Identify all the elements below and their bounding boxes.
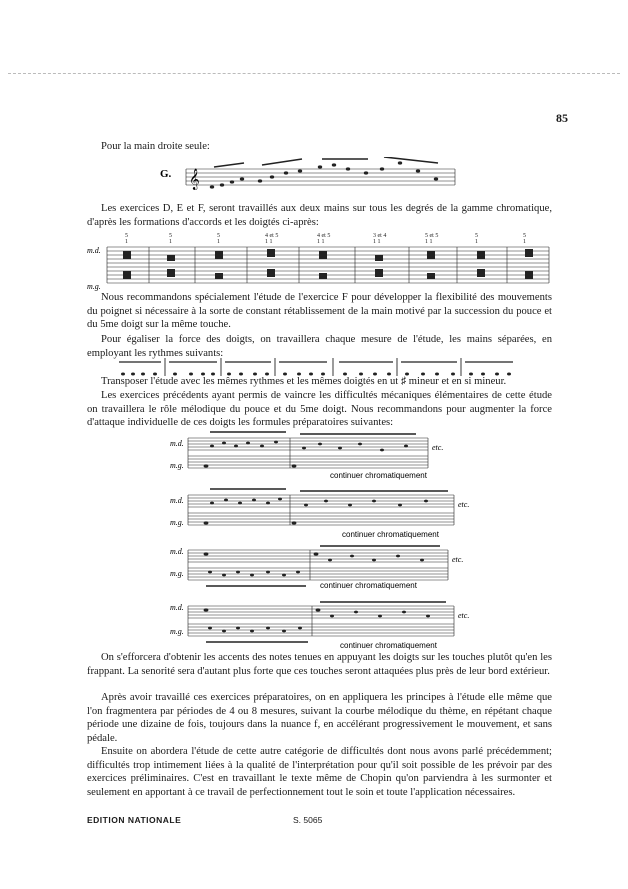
svg-text:1: 1 [217, 239, 220, 245]
svg-text:continuer chromatiquement: continuer chromatiquement [320, 581, 417, 590]
svg-text:1 1: 1 1 [317, 239, 325, 245]
hand-left-label: m.g. [87, 282, 101, 291]
preparatory-staff-3 [170, 542, 470, 596]
svg-text:m.d.: m.d. [170, 603, 184, 612]
svg-text:3 et 4: 3 et 4 [373, 233, 387, 239]
svg-text:4 et 5: 4 et 5 [317, 233, 331, 239]
svg-text:1 1: 1 1 [373, 239, 381, 245]
svg-text:𝄞: 𝄞 [189, 169, 200, 190]
svg-text:5: 5 [125, 233, 128, 239]
svg-text:5 et 5: 5 et 5 [425, 233, 439, 239]
top-rule [8, 73, 620, 74]
paragraph-exercises: Les exercices D, E et F, seront travaillés aux deux mains sur tous les degrés de la gamme chromatique, d'après les formations d'accords et les doigtés ci-après: [87, 203, 552, 228]
svg-text:1 1: 1 1 [265, 239, 273, 245]
paragraph-application: Après avoir travaillé ces exercices préparatoires, on en appliquera les principes à l'étude elle même que l'on fragmentera par périodes de 4 ou 8 mesures, suivant la courbe mélodique du thème, en répétant chaque période une dizaine de fois, toujours dans la nuance f, en accélérant progressivement le mouvement, et sans pédale. [87, 692, 552, 744]
footer-publisher: EDITION NATIONALE [87, 815, 182, 825]
svg-text:1: 1 [475, 239, 478, 245]
paragraph-thumb-fifth: Les exercices précédents ayant permis de vaincre les difficultés mécaniques élémentaires de cette étude on travaillera le rôle mélodique du pouce et du 5me doigt. Nous recommandons pour augmenter la force d'attaque individuelle de ces doigts les formules préparatoires suivantes: [87, 390, 552, 429]
intro-text: Pour la main droite seule: [101, 141, 210, 152]
svg-text:etc.: etc. [458, 611, 470, 620]
svg-text:1: 1 [523, 239, 526, 245]
svg-text:1: 1 [125, 239, 128, 245]
preparatory-staff-4 [170, 596, 470, 652]
paragraph-transpose: Transposer l'étude avec les mêmes rythmes et les mêmes doigtés en ut ♯ mineur et en si mineur. [101, 376, 507, 387]
svg-text:continuer chromatiquement: continuer chromatiquement [330, 471, 427, 480]
svg-text:m.g.: m.g. [170, 461, 184, 470]
hand-right-label: m.d. [87, 246, 101, 255]
footer-code: S. 5065 [293, 815, 323, 825]
paragraph-rhythms: Pour égaliser la force des doigts, on travaillera chaque mesure de l'étude, les mains séparées, en employant les rythmes suivants: [87, 334, 552, 359]
paragraph-exercise-f: Nous recommandons spécialement l'étude de l'exercice F pour développer la flexibilité des mouvements du poignet si nécessaire à la sorte de constant rétablissement de la main motivé par la succession du pouce et du 5me doigt sur la même touche. [87, 292, 552, 331]
preparatory-staff-2 [170, 485, 470, 539]
svg-text:m.d.: m.d. [170, 439, 184, 448]
example-g-staff [160, 157, 460, 197]
svg-text:4 et 5: 4 et 5 [265, 233, 279, 239]
svg-text:etc.: etc. [432, 443, 444, 452]
svg-text:5: 5 [475, 233, 478, 239]
svg-text:5: 5 [169, 233, 172, 239]
example-label: G. [160, 168, 172, 180]
svg-text:continuer chromatiquement: continuer chromatiquement [342, 530, 439, 539]
svg-text:continuer chromatiquement: continuer chromatiquement [340, 641, 437, 650]
paragraph-interpretation: Ensuite on abordera l'étude de cette autre catégorie de difficultés dont nous avons parlé précédemment; difficultés trop intimement liées à la qualité de l'interprétation pour qu'il soit possible de les prévoir par des exercices préliminaires. C'est en travaillant le texte même de Chopin qu'on parviendra à les surmonter et seulement en apportant à ce travail de perfectionnement tout le soin et toute l'application nécessaires. [87, 746, 552, 798]
svg-text:m.d.: m.d. [170, 547, 184, 556]
svg-text:m.g.: m.g. [170, 569, 184, 578]
svg-text:1: 1 [169, 239, 172, 245]
chord-grand-staff [87, 229, 552, 291]
paragraph-accents: On s'efforcera d'obtenir les accents des notes tenues en appuyant les doigts sur les touches plutôt qu'en les frappant. La senorité sera d'autant plus forte que ces touches seront attaquées plus près de leur bord extérieur. [87, 652, 552, 677]
page-number: 85 [556, 111, 568, 125]
svg-text:5: 5 [523, 233, 526, 239]
preparatory-staff-1 [170, 430, 470, 482]
svg-text:5: 5 [217, 233, 220, 239]
svg-text:m.d.: m.d. [170, 496, 184, 505]
svg-text:etc.: etc. [458, 500, 470, 509]
svg-text:m.g.: m.g. [170, 518, 184, 527]
svg-text:etc.: etc. [452, 555, 464, 564]
svg-text:m.g.: m.g. [170, 627, 184, 636]
svg-text:1 1: 1 1 [425, 239, 433, 245]
